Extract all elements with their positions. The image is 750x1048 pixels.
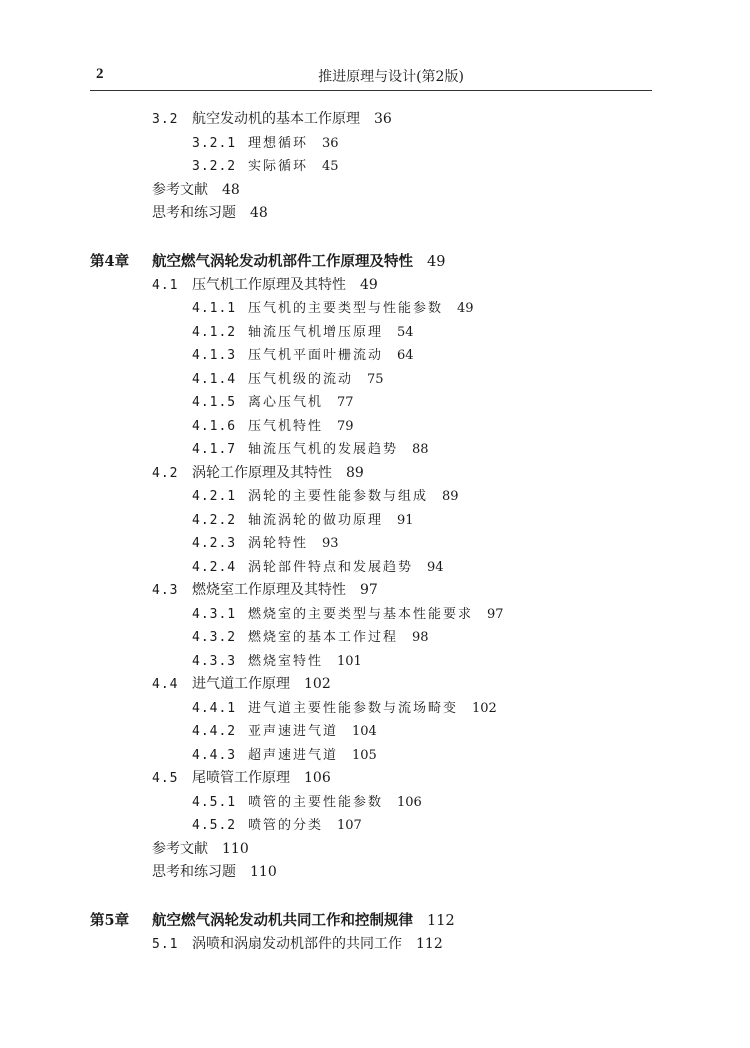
toc-entry-title: 航空燃气涡轮发动机部件工作原理及特性 bbox=[152, 252, 413, 270]
toc-entry-number: 3.2.1 bbox=[192, 135, 237, 151]
toc-entry-sub[interactable] bbox=[192, 532, 750, 556]
toc-entry-number: 5.1 bbox=[152, 936, 179, 952]
toc-entry-sub[interactable] bbox=[192, 556, 750, 580]
toc-entry-number: 4.3 bbox=[152, 583, 179, 598]
toc-entry-page: 112 bbox=[416, 935, 443, 952]
toc-entry-title: 涡喷和涡扇发动机部件的共同工作 bbox=[192, 935, 402, 952]
toc-entry-sub[interactable] bbox=[192, 132, 750, 156]
toc-entry-number: 4.3.2 bbox=[192, 630, 237, 645]
toc-entry-page: 101 bbox=[337, 653, 362, 669]
toc-entry-sub[interactable] bbox=[192, 297, 750, 321]
toc-entry-page: 49 bbox=[360, 276, 378, 293]
toc-entry-title: 轴流压气机增压原理 bbox=[248, 324, 384, 340]
toc-entry-number: 4.2.1 bbox=[192, 489, 237, 504]
toc-entry-number: 4.1.1 bbox=[192, 301, 237, 316]
toc-entry-page: 64 bbox=[397, 348, 414, 363]
toc-entry-sub[interactable] bbox=[192, 368, 750, 392]
toc-entry-page: 49 bbox=[427, 253, 446, 270]
toc-entry-title: 涡轮部件特点和发展趋势 bbox=[248, 559, 414, 575]
toc-entry-chapter[interactable] bbox=[90, 909, 750, 933]
toc-entry-section[interactable] bbox=[152, 673, 750, 697]
toc-entry-page: 105 bbox=[352, 747, 377, 763]
toc-entry-title: 燃烧室特性 bbox=[248, 653, 324, 669]
toc-entry-sub[interactable] bbox=[192, 603, 750, 627]
toc-entry-sub[interactable] bbox=[192, 438, 750, 462]
toc-entry-title: 喷管的主要性能参数 bbox=[248, 794, 384, 810]
toc-entry-sub[interactable] bbox=[192, 744, 750, 768]
toc-entry-page: 77 bbox=[337, 395, 354, 410]
toc-entry-number: 3.2 bbox=[152, 112, 179, 127]
toc-entry-page: 36 bbox=[374, 111, 392, 127]
toc-entry-section[interactable] bbox=[152, 933, 750, 957]
toc-entry-sub[interactable] bbox=[192, 720, 750, 744]
toc-entry-number: 4.2.3 bbox=[192, 536, 237, 551]
toc-entry-page: 106 bbox=[304, 770, 331, 786]
toc-entry-sub[interactable] bbox=[192, 155, 750, 179]
toc-entry-title: 压气机的主要类型与性能参数 bbox=[248, 301, 444, 316]
toc-entry-title: 燃烧室的基本工作过程 bbox=[248, 630, 399, 645]
toc-entry-section[interactable] bbox=[152, 274, 750, 298]
toc-entry-chapter[interactable] bbox=[90, 250, 750, 274]
toc-entry-page: 110 bbox=[222, 840, 249, 857]
toc-entry-page: 97 bbox=[487, 606, 504, 622]
toc-entry-section[interactable] bbox=[152, 579, 750, 603]
toc-entry-section[interactable] bbox=[152, 462, 750, 486]
toc-entry-number: 第4章 bbox=[90, 252, 130, 270]
toc-entry-title: 航空发动机的基本工作原理 bbox=[192, 111, 360, 127]
toc-entry-page: 91 bbox=[397, 512, 414, 528]
toc-entry-page: 75 bbox=[367, 371, 384, 387]
toc-entry-sub[interactable] bbox=[192, 626, 750, 650]
toc-entry-title: 实际循环 bbox=[248, 159, 309, 174]
toc-entry-title: 轴流压气机的发展趋势 bbox=[248, 442, 399, 457]
toc-entry-page: 89 bbox=[442, 489, 459, 504]
toc-entry-page: 54 bbox=[397, 324, 414, 340]
toc-entry-title: 涡轮特性 bbox=[248, 536, 309, 551]
toc-entry-title: 参考文献 bbox=[152, 840, 208, 857]
toc-entry-title: 思考和练习题 bbox=[152, 864, 236, 880]
toc-entry-page: 48 bbox=[222, 181, 240, 198]
toc-entry-title: 理想循环 bbox=[248, 135, 309, 151]
toc-entry-title: 思考和练习题 bbox=[152, 205, 236, 221]
toc-entry-title: 涡轮工作原理及其特性 bbox=[192, 464, 332, 481]
toc-entry-page: 102 bbox=[304, 676, 331, 692]
toc-entry-title: 压气机特性 bbox=[248, 418, 324, 434]
toc-entry-title: 轴流涡轮的做功原理 bbox=[248, 512, 384, 528]
toc-entry-number: 4.5.1 bbox=[192, 794, 237, 810]
toc-entry-page: 88 bbox=[412, 442, 429, 457]
toc-entry-title: 燃烧室工作原理及其特性 bbox=[192, 582, 346, 598]
toc-entry-page: 94 bbox=[427, 559, 444, 575]
toc-entry-title: 进气道工作原理 bbox=[192, 676, 290, 692]
table-of-contents bbox=[0, 108, 750, 956]
toc-entry-title: 超声速进气道 bbox=[248, 747, 339, 763]
toc-entry-sub[interactable] bbox=[192, 791, 750, 815]
toc-entry-sub[interactable] bbox=[192, 321, 750, 345]
toc-entry-page: 98 bbox=[412, 630, 429, 645]
toc-entry-sub[interactable] bbox=[192, 391, 750, 415]
toc-entry-title: 离心压气机 bbox=[248, 395, 324, 410]
toc-entry-section[interactable] bbox=[152, 767, 750, 791]
toc-entry-title: 尾喷管工作原理 bbox=[192, 770, 290, 786]
running-title: 推进原理与设计(第2版) bbox=[318, 69, 464, 85]
toc-entry-page: 48 bbox=[250, 205, 268, 221]
toc-entry-number: 4.5.2 bbox=[192, 818, 237, 833]
toc-entry-number: 4.4.3 bbox=[192, 747, 237, 763]
toc-entry-title: 亚声速进气道 bbox=[248, 724, 339, 739]
toc-entry-title: 压气机平面叶栅流动 bbox=[248, 348, 384, 363]
toc-entry-title: 涡轮的主要性能参数与组成 bbox=[248, 489, 429, 504]
toc-entry-number: 4.2.2 bbox=[192, 512, 237, 528]
toc-entry-sub[interactable] bbox=[192, 344, 750, 368]
toc-entry-sub[interactable] bbox=[192, 485, 750, 509]
toc-entry-number: 4.4 bbox=[152, 677, 179, 692]
toc-entry-number: 4.4.2 bbox=[192, 724, 237, 739]
toc-entry-section[interactable] bbox=[152, 108, 750, 132]
toc-entry-number: 3.2.2 bbox=[192, 159, 237, 174]
toc-entry-title: 航空燃气涡轮发动机共同工作和控制规律 bbox=[152, 911, 413, 929]
toc-entry-page: 89 bbox=[346, 464, 364, 481]
toc-entry-sub[interactable] bbox=[192, 415, 750, 439]
toc-entry-page: 110 bbox=[250, 864, 277, 880]
toc-entry-page: 79 bbox=[337, 418, 354, 434]
toc-entry-sub[interactable] bbox=[192, 697, 750, 721]
toc-entry-number: 4.4.1 bbox=[192, 700, 237, 716]
toc-entry-number: 4.1.7 bbox=[192, 442, 237, 457]
toc-entry-misc[interactable] bbox=[152, 202, 750, 226]
toc-entry-page: 36 bbox=[322, 135, 339, 151]
toc-entry-title: 燃烧室的主要类型与基本性能要求 bbox=[248, 606, 474, 622]
toc-entry-title: 压气机级的流动 bbox=[248, 371, 354, 387]
toc-entry-page: 106 bbox=[397, 794, 422, 810]
toc-entry-page: 112 bbox=[427, 912, 455, 929]
toc-gap bbox=[0, 885, 750, 909]
toc-entry-page: 97 bbox=[360, 582, 378, 598]
page-number: 2 bbox=[96, 66, 104, 82]
toc-entry-number: 4.3.3 bbox=[192, 653, 237, 669]
page-header bbox=[90, 62, 652, 91]
toc-entry-page: 102 bbox=[472, 700, 497, 716]
toc-entry-number: 4.5 bbox=[152, 771, 179, 786]
toc-entry-sub[interactable] bbox=[192, 509, 750, 533]
toc-entry-number: 第5章 bbox=[90, 911, 130, 929]
toc-entry-page: 107 bbox=[337, 818, 362, 833]
toc-entry-page: 45 bbox=[322, 159, 339, 174]
toc-entry-number: 4.2 bbox=[152, 465, 179, 481]
toc-entry-page: 104 bbox=[352, 724, 377, 739]
toc-entry-number: 4.1.3 bbox=[192, 348, 237, 363]
toc-entry-page: 93 bbox=[322, 536, 339, 551]
toc-entry-page: 49 bbox=[457, 301, 474, 316]
toc-entry-misc[interactable] bbox=[152, 838, 750, 862]
toc-entry-sub[interactable] bbox=[192, 814, 750, 838]
toc-gap bbox=[0, 226, 750, 250]
toc-entry-title: 参考文献 bbox=[152, 181, 208, 198]
toc-entry-title: 喷管的分类 bbox=[248, 818, 324, 833]
toc-entry-number: 4.1 bbox=[152, 277, 179, 293]
toc-entry-number: 4.2.4 bbox=[192, 559, 237, 575]
toc-entry-title: 进气道主要性能参数与流场畸变 bbox=[248, 700, 459, 716]
toc-entry-number: 4.3.1 bbox=[192, 606, 237, 622]
toc-entry-number: 4.1.4 bbox=[192, 371, 237, 387]
toc-entry-number: 4.1.6 bbox=[192, 418, 237, 434]
toc-entry-number: 4.1.5 bbox=[192, 395, 237, 410]
toc-entry-sub[interactable] bbox=[192, 650, 750, 674]
toc-entry-title: 压气机工作原理及其特性 bbox=[192, 276, 346, 293]
toc-entry-misc[interactable] bbox=[152, 179, 750, 203]
toc-entry-misc[interactable] bbox=[152, 861, 750, 885]
toc-entry-number: 4.1.2 bbox=[192, 324, 237, 340]
